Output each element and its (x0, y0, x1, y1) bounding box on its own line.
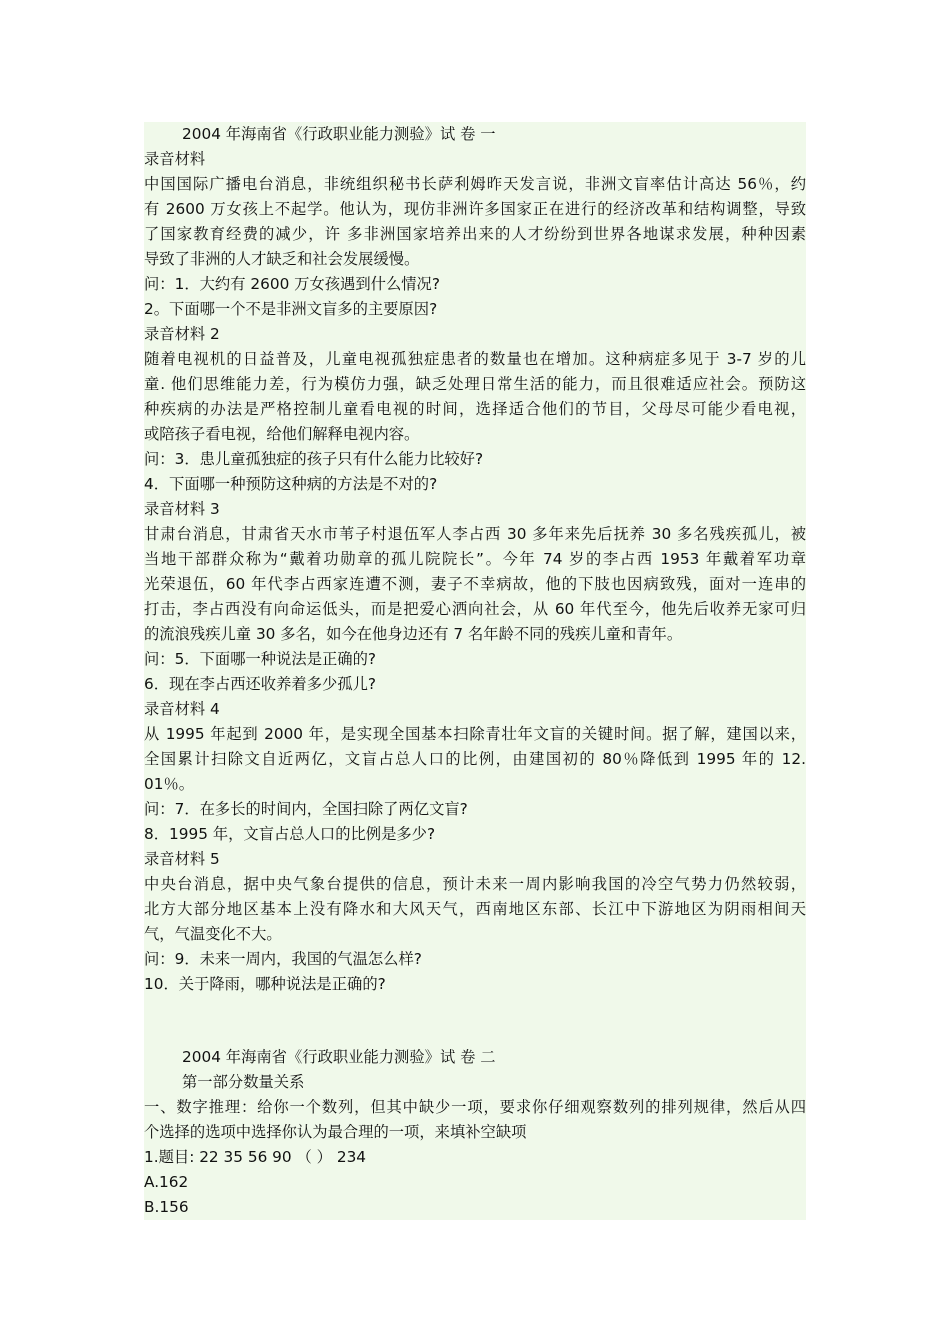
document-page (144, 122, 806, 1220)
option-line: A.162 (144, 1173, 189, 1191)
material-heading: 录音材料 5 (144, 850, 220, 868)
question-line: 问：5．下面哪一种说法是正确的? (144, 650, 377, 668)
text-line: 甘肃台消息，甘肃省天水市苇子村退伍军人李占西 30 多年来先后抚养 30 多名残疾孤儿，被 (144, 525, 806, 543)
text-line: 导致了非洲的人才缺乏和社会发展缓慢。 (144, 250, 420, 268)
text-line: 当地干部群众称为“戴着功勋章的孤儿院院长”。今年 74 岁的李占西 1953 年戴着军功章 (144, 550, 806, 568)
section-1-title: 2004 年海南省《行政职业能力测验》试 卷 一 (182, 125, 496, 143)
question-line: 2。下面哪一个不是非洲文盲多的主要原因? (144, 300, 438, 318)
text-line: 的流浪残疾儿童 30 多名，如今在他身边还有 7 名年龄不同的残疾儿童和青年。 (144, 625, 683, 643)
text-line: 从 1995 年起到 2000 年，是实现全国基本扫除青壮年文盲的关键时间。据了解，建国以来， (144, 725, 806, 743)
question-line: 1.题目: 22 35 56 90 （ ） 234 (144, 1148, 367, 1166)
text-line: 或陪孩子看电视，给他们解释电视内容。 (144, 425, 420, 443)
text-line: 全国累计扫除文自近两亿，文盲占总人口的比例，由建国初的 80％降低到 1995 年的 12. (144, 750, 806, 768)
text-line: 了国家教育经费的减少，许 多非洲国家培养出来的人才纷纷到世界各地谋求发展，种种因素 (144, 225, 806, 243)
material-heading: 录音材料 2 (144, 325, 220, 343)
question-line: 问：7．在多长的时间内，全国扫除了两亿文盲? (144, 800, 468, 818)
text-line: 个选择的选项中选择你认为最合理的一项，来填补空缺项 (144, 1123, 527, 1141)
text-line: 中央台消息，据中央气象台提供的信息，预计未来一周内影响我国的冷空气势力仍然较弱， (144, 875, 806, 893)
material-heading: 录音材料 4 (144, 700, 220, 718)
question-line: 6．现在李占西还收养着多少孤儿? (144, 675, 377, 693)
text-line: 童. 他们思维能力差，行为模仿力强，缺乏处理日常生活的能力，而且很难适应社会。预防这 (144, 375, 806, 393)
text-line: 气，气温变化不大。 (144, 925, 282, 943)
question-line: 问：3．患儿童孤独症的孩子只有什么能力比较好? (144, 450, 484, 468)
text-line: 随着电视机的日益普及，儿童电视孤独症患者的数量也在增加。这种病症多见于 3-7 岁的儿 (144, 350, 806, 368)
section-2-title: 2004 年海南省《行政职业能力测验》试 卷 二 (182, 1048, 496, 1066)
option-line: B.156 (144, 1198, 189, 1216)
text-line: 一、数字推理：给你一个数列，但其中缺少一项，要求你仔细观察数列的排列规律，然后从四 (144, 1098, 806, 1116)
question-line: 问：1．大约有 2600 万女孩遇到什么情况? (144, 275, 440, 293)
question-line: 4．下面哪一种预防这种病的方法是不对的? (144, 475, 438, 493)
text-line: 打击，李占西没有向命运低头，而是把爱心洒向社会，从 60 年代至今，他先后收养无家可归 (144, 600, 806, 618)
text-line: 光荣退伍，60 年代李占西家连遭不测，妻子不幸病故，他的下肢也因病致残，面对一连串的 (144, 575, 806, 593)
question-line: 问：9．未来一周内，我国的气温怎么样? (144, 950, 422, 968)
text-line: 中国国际广播电台消息，非统组织秘书长萨利姆昨天发言说，非洲文盲率估计高达 56％，约 (144, 175, 806, 193)
text-line: 有 2600 万女孩上不起学。他认为，现仿非洲许多国家正在进行的经济改革和结构调整，导致 (144, 200, 806, 218)
text-line: 种疾病的办法是严格控制儿童看电视的时间，选择适合他们的节目，父母尽可能少看电视， (144, 400, 806, 418)
question-line: 8．1995 年，文盲占总人口的比例是多少? (144, 825, 436, 843)
material-heading: 录音材料 3 (144, 500, 220, 518)
text-line: 01％。 (144, 775, 195, 793)
text-line: 录音材料 (144, 150, 206, 168)
question-line: 10．关于降雨，哪种说法是正确的? (144, 975, 386, 993)
part-title: 第一部分数量关系 (182, 1073, 305, 1091)
text-line: 北方大部分地区基本上没有降水和大风天气，西南地区东部、长江中下游地区为阴雨相间天 (144, 900, 806, 918)
